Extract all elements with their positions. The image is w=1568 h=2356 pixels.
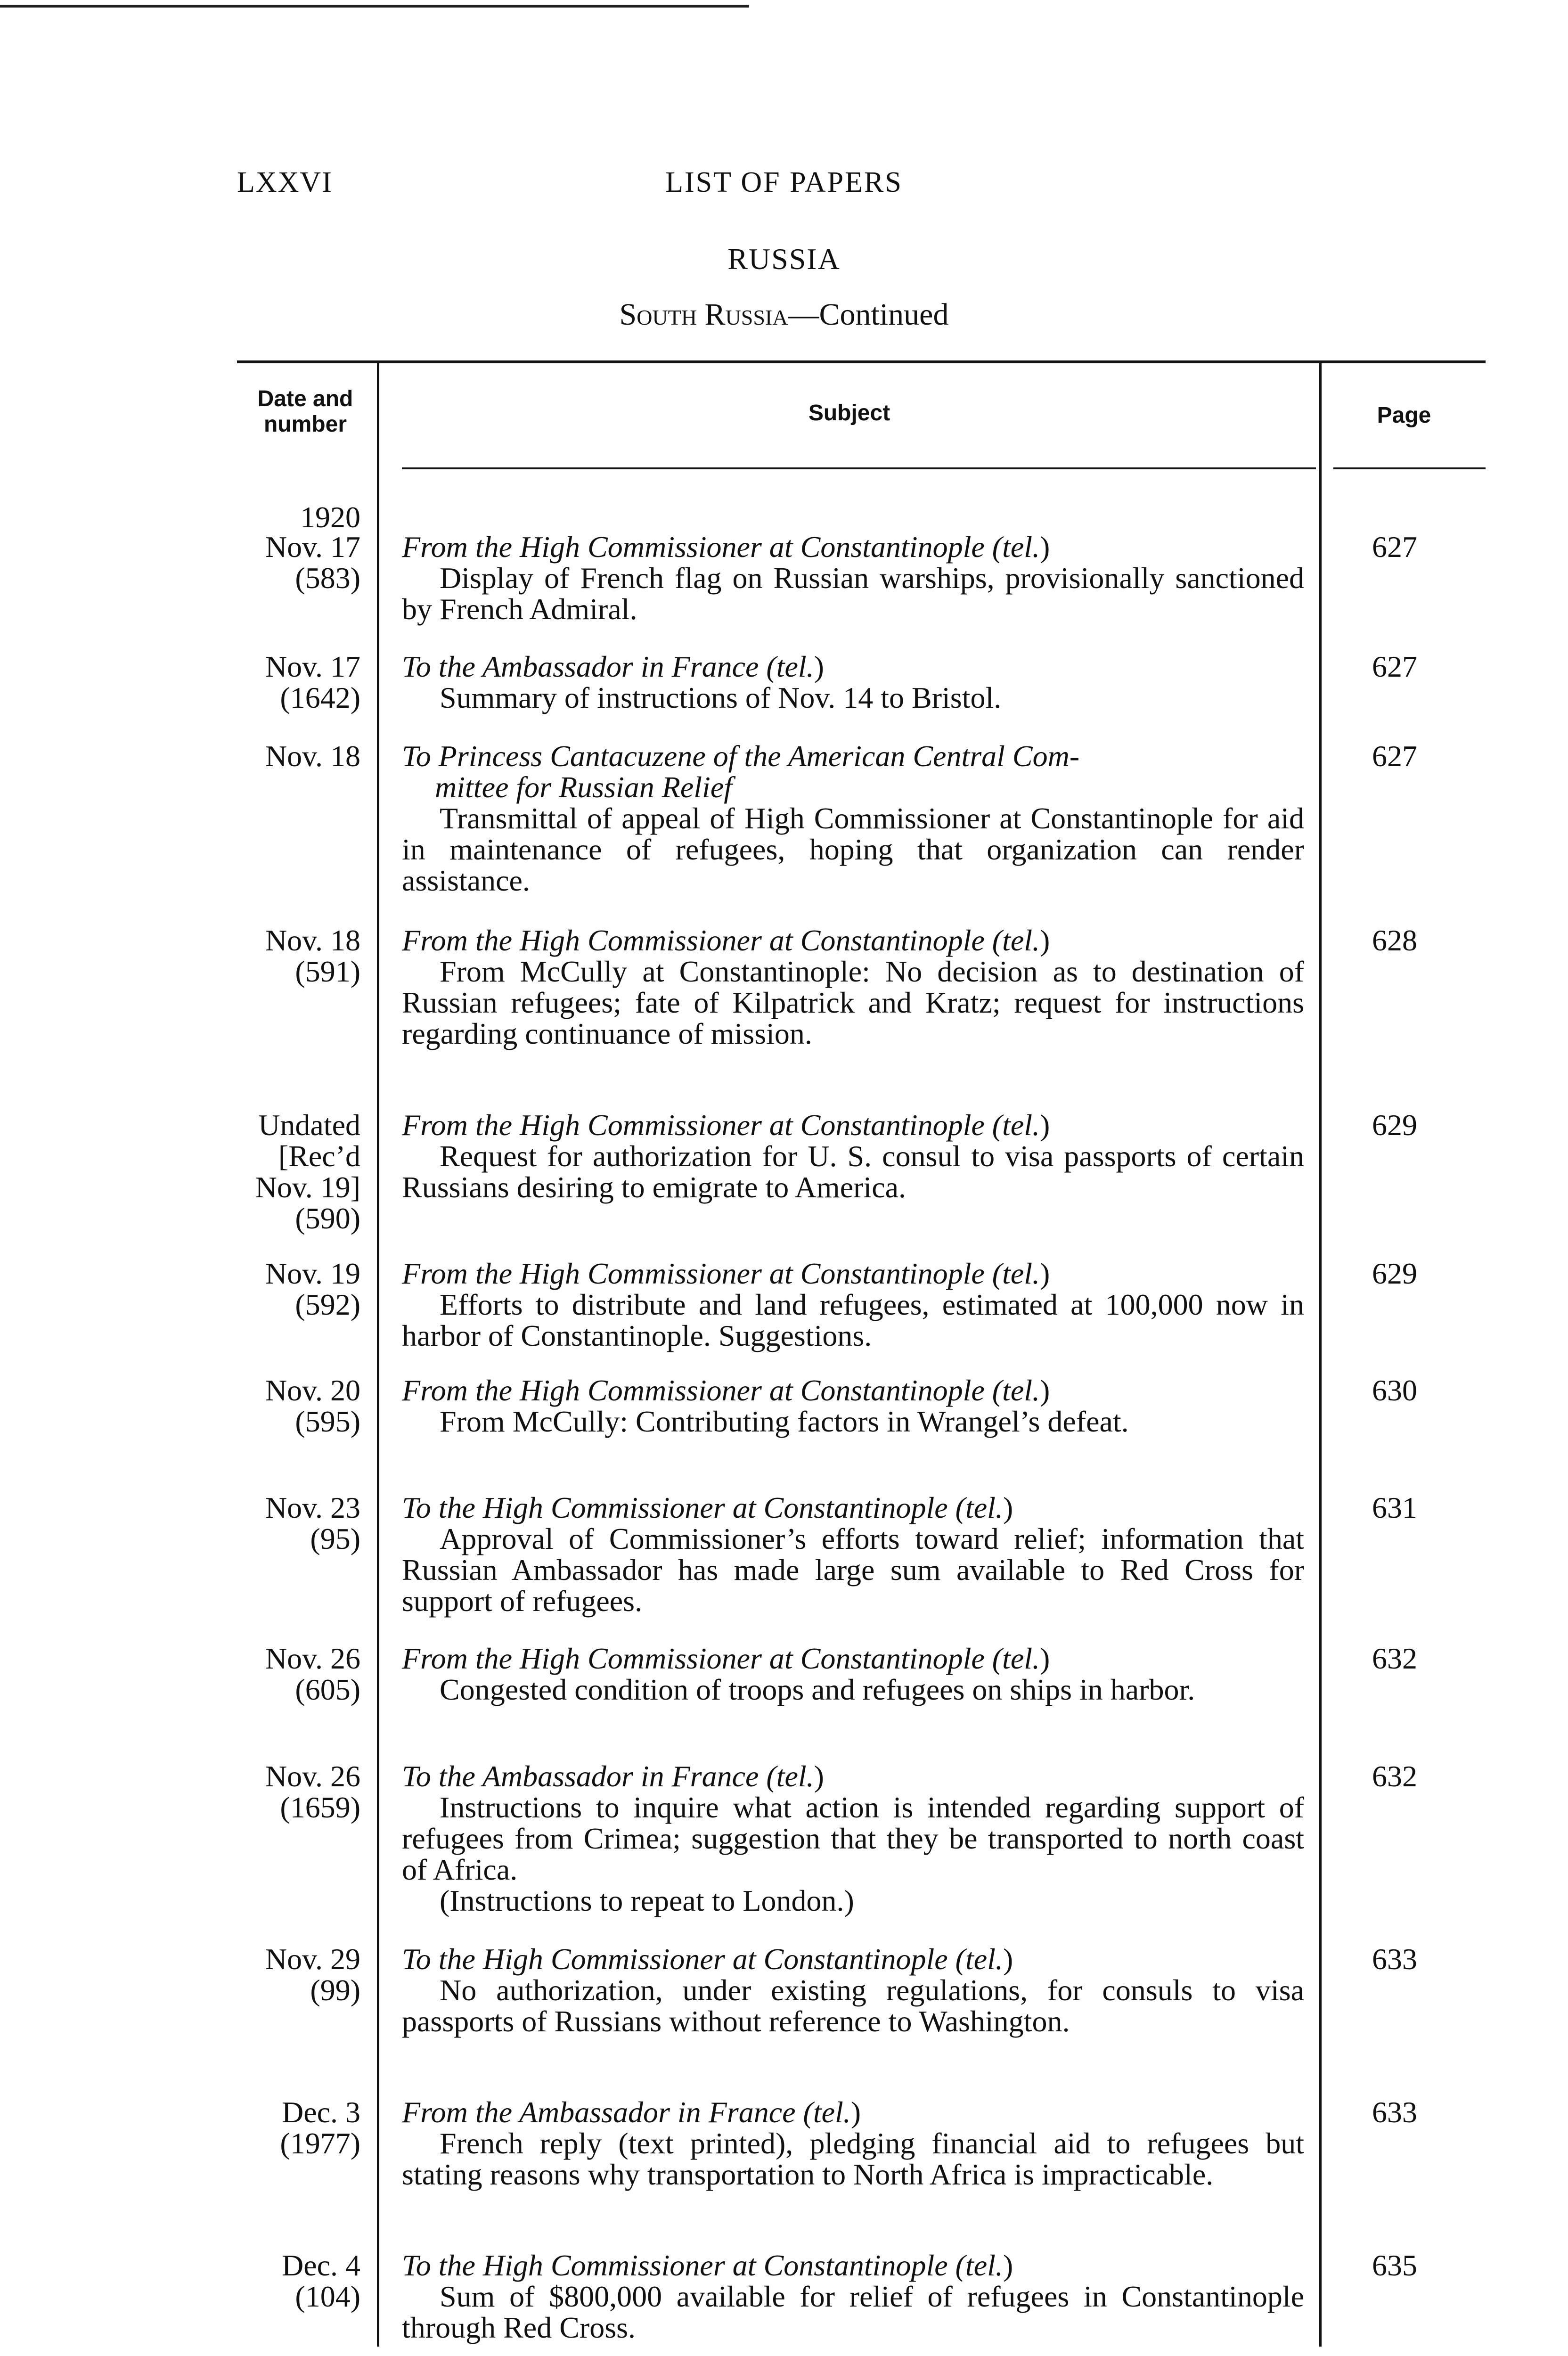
document-number: (1977) (280, 2127, 360, 2160)
page-reference: 632 (1372, 1759, 1417, 1793)
subject-heading: From the High Commissioner at Constantinople (tel.) (402, 1257, 1050, 1290)
country-heading: RUSSIA (727, 242, 841, 276)
section-heading-continued: —Continued (788, 297, 949, 332)
subject-body: Efforts to distribute and land refugees, estimated at 100,000 now in harbor of Constantinople. Suggestions. (402, 1288, 1304, 1352)
tel-abbreviation: tel. (965, 1942, 1003, 1976)
date: Nov. 29 (265, 1942, 360, 1976)
column-divider-right (1319, 363, 1322, 2347)
subject-heading: From the High Commissioner at Constantinople (tel.) (402, 530, 1050, 564)
subject-heading (402, 741, 1304, 803)
subject-cell (402, 532, 1304, 625)
tel-abbreviation: tel. (965, 1491, 1003, 1524)
received-date-line2: Nov. 19] (255, 1170, 360, 1204)
document-number: (104) (295, 2280, 360, 2313)
date: Nov. 17 (265, 530, 360, 564)
subject-heading: To the High Commissioner at Constantinople (tel.) (402, 1942, 1013, 1976)
page-reference: 633 (1372, 1942, 1417, 1976)
document-number: (590) (295, 1202, 360, 1235)
date: Nov. 20 (265, 1374, 360, 1407)
page-number: LXXVI (237, 166, 333, 198)
subject-cell (402, 925, 1304, 1049)
date-cell (226, 1643, 360, 1705)
page-reference: 631 (1372, 1491, 1417, 1524)
received-date-line1: [Rec’d (278, 1139, 360, 1173)
subject-heading: To the High Commissioner at Constantinople (tel.) (402, 1491, 1013, 1524)
closing-paren: ) (1040, 530, 1050, 564)
subject-heading: From the High Commissioner at Constantinople (tel.) (402, 1642, 1050, 1675)
subject-cell (402, 1110, 1304, 1203)
subject-cell (402, 1375, 1304, 1437)
page-reference: 632 (1372, 1642, 1417, 1675)
page-reference: 629 (1372, 1108, 1417, 1142)
date-cell (226, 1110, 360, 1234)
subject-heading: From the Ambassador in France (tel.) (402, 2095, 861, 2129)
document-number: (1642) (280, 681, 360, 714)
page-reference: 629 (1372, 1257, 1417, 1290)
closing-paren: ) (1040, 1257, 1050, 1290)
date: Dec. 4 (281, 2249, 360, 2282)
subject-heading-line1: To Princess Cantacuzene of the American Central Com- (402, 739, 1080, 773)
running-title: LIST OF PAPERS (665, 166, 903, 198)
date-cell (226, 741, 360, 772)
subject-body: Display of French flag on Russian warships, provisionally sanctioned by French Admiral. (402, 561, 1304, 626)
date: Nov. 18 (265, 739, 360, 773)
subject-cell (402, 1761, 1304, 1916)
document-number: (591) (295, 955, 360, 988)
subject-heading: From the High Commissioner at Constantinople (tel.) (402, 1108, 1050, 1142)
tel-abbreviation: tel. (1002, 530, 1040, 564)
tel-abbreviation: tel. (1002, 1642, 1040, 1675)
date-cell (226, 1492, 360, 1554)
column-divider-left (377, 363, 379, 2347)
document-number: (1659) (280, 1791, 360, 1824)
subject-body: Summary of instructions of Nov. 14 to Bristol. (440, 681, 1002, 714)
document-number: (99) (310, 1973, 360, 2007)
closing-paren: ) (814, 650, 824, 683)
subject-body: Request for authorization for U. S. consul to visa passports of certain Russians desiring to emigrate to America. (402, 1139, 1304, 1204)
subject-cell (402, 1492, 1304, 1617)
tel-abbreviation: tel. (813, 2095, 851, 2129)
subject-body: No authorization, under existing regulations, for consuls to visa passports of Russians without reference to Washington. (402, 1973, 1304, 2038)
closing-paren: ) (1040, 1108, 1050, 1142)
top-edge-rule (0, 5, 749, 8)
closing-paren: ) (1003, 1942, 1013, 1976)
closing-paren: ) (1003, 1491, 1013, 1524)
closing-paren: ) (1040, 1374, 1050, 1407)
date-cell (226, 651, 360, 713)
year-label: 1920 (300, 500, 360, 534)
subject-cell (402, 2250, 1304, 2343)
date: Nov. 26 (265, 1759, 360, 1793)
document-number: (595) (295, 1405, 360, 1438)
page-reference: 630 (1372, 1374, 1417, 1407)
document-number: (592) (295, 1288, 360, 1321)
tel-abbreviation: tel. (1002, 1257, 1040, 1290)
page-reference: 633 (1372, 2095, 1417, 2129)
date-cell (226, 1375, 360, 1437)
closing-paren: ) (1040, 1642, 1050, 1675)
tel-abbreviation: tel. (776, 650, 814, 683)
subject-cell (402, 1944, 1304, 2037)
date: Nov. 17 (265, 650, 360, 683)
closing-paren: ) (1040, 924, 1050, 957)
subject-body: Sum of $800,000 available for relief of refugees in Constantinople through Red Cross. (402, 2280, 1304, 2344)
subject-cell (402, 741, 1304, 896)
document-number: (583) (295, 561, 360, 595)
subject-heading-line2: mittee for Russian Relief (435, 770, 732, 804)
tel-abbreviation: tel. (1002, 924, 1040, 957)
page-reference: 635 (1372, 2249, 1417, 2282)
date: Nov. 26 (265, 1642, 360, 1675)
subject-heading: From the High Commissioner at Constantinople (tel.) (402, 924, 1050, 957)
date-cell (226, 1944, 360, 2006)
column-header-date-line1: Date and (257, 386, 353, 411)
tel-abbreviation: tel. (1002, 1108, 1040, 1142)
tel-abbreviation: tel. (965, 2249, 1003, 2282)
closing-paren: ) (814, 1759, 824, 1793)
header-bottom-rule-page (1333, 467, 1486, 469)
tel-abbreviation: tel. (1002, 1374, 1040, 1407)
subject-body: From McCully at Constantinople: No decision as to destination of Russian refugees; fate of Kilpatrick and Kratz; request for instructions regarding continuance of mission. (402, 955, 1304, 1050)
date-cell (226, 1761, 360, 1823)
subject-body: Instructions to inquire what action is intended regarding support of refugees from Crimea; suggestion that they be transported to north coast of Africa. (402, 1791, 1304, 1886)
subject-body: French reply (text printed), pledging financial aid to refugees but stating reasons why transportation to North Africa is impracticable. (402, 2127, 1304, 2191)
subject-cell (402, 1258, 1304, 1351)
date-cell (226, 532, 360, 594)
page-reference: 627 (1372, 530, 1417, 564)
column-header-date (237, 386, 374, 437)
date: Nov. 18 (265, 924, 360, 957)
subject-heading: From the High Commissioner at Constantinople (tel.) (402, 1374, 1050, 1407)
date: Nov. 19 (265, 1257, 360, 1290)
subject-cell (402, 651, 1304, 713)
subject-note: (Instructions to repeat to London.) (440, 1884, 854, 1917)
subject-heading: To the Ambassador in France (tel.) (402, 650, 824, 683)
page-reference: 628 (1372, 924, 1417, 957)
date: Nov. 23 (265, 1491, 360, 1524)
column-header-date-line2: number (263, 412, 347, 437)
subject-heading: To the High Commissioner at Constantinople (tel.) (402, 2249, 1013, 2282)
date: Dec. 3 (281, 2095, 360, 2129)
subject-body: Congested condition of troops and refugees on ships in harbor. (440, 1673, 1195, 1706)
closing-paren: ) (1003, 2249, 1013, 2282)
subject-cell (402, 1643, 1304, 1705)
table-top-rule (237, 360, 1486, 363)
date-cell (226, 925, 360, 987)
tel-abbreviation: tel. (776, 1759, 814, 1793)
subject-heading: To the Ambassador in France (tel.) (402, 1759, 824, 1793)
section-heading-main: South Russia (619, 297, 788, 332)
date-cell (226, 2097, 360, 2159)
page-reference: 627 (1372, 739, 1417, 773)
subject-body: From McCully: Contributing factors in Wrangel’s defeat. (440, 1405, 1129, 1438)
column-header-subject: Subject (808, 401, 890, 425)
date: Undated (258, 1108, 360, 1142)
header-bottom-rule-subject (402, 467, 1316, 469)
closing-paren: ) (850, 2095, 861, 2129)
page-reference: 627 (1372, 650, 1417, 683)
subject-body: Approval of Commissioner’s efforts toward relief; information that Russian Ambassador has made large sum available to Red Cross for support of refugees. (402, 1522, 1304, 1618)
date-cell (226, 1258, 360, 1320)
document-number: (95) (310, 1522, 360, 1555)
column-header-page: Page (1377, 403, 1431, 428)
subject-body: Transmittal of appeal of High Commissioner at Constantinople for aid in maintenance of refugees, hoping that organization can render assistance. (402, 802, 1304, 897)
subject-cell (402, 2097, 1304, 2190)
section-heading (0, 297, 1568, 333)
date-cell (226, 2250, 360, 2312)
document-number: (605) (295, 1673, 360, 1706)
